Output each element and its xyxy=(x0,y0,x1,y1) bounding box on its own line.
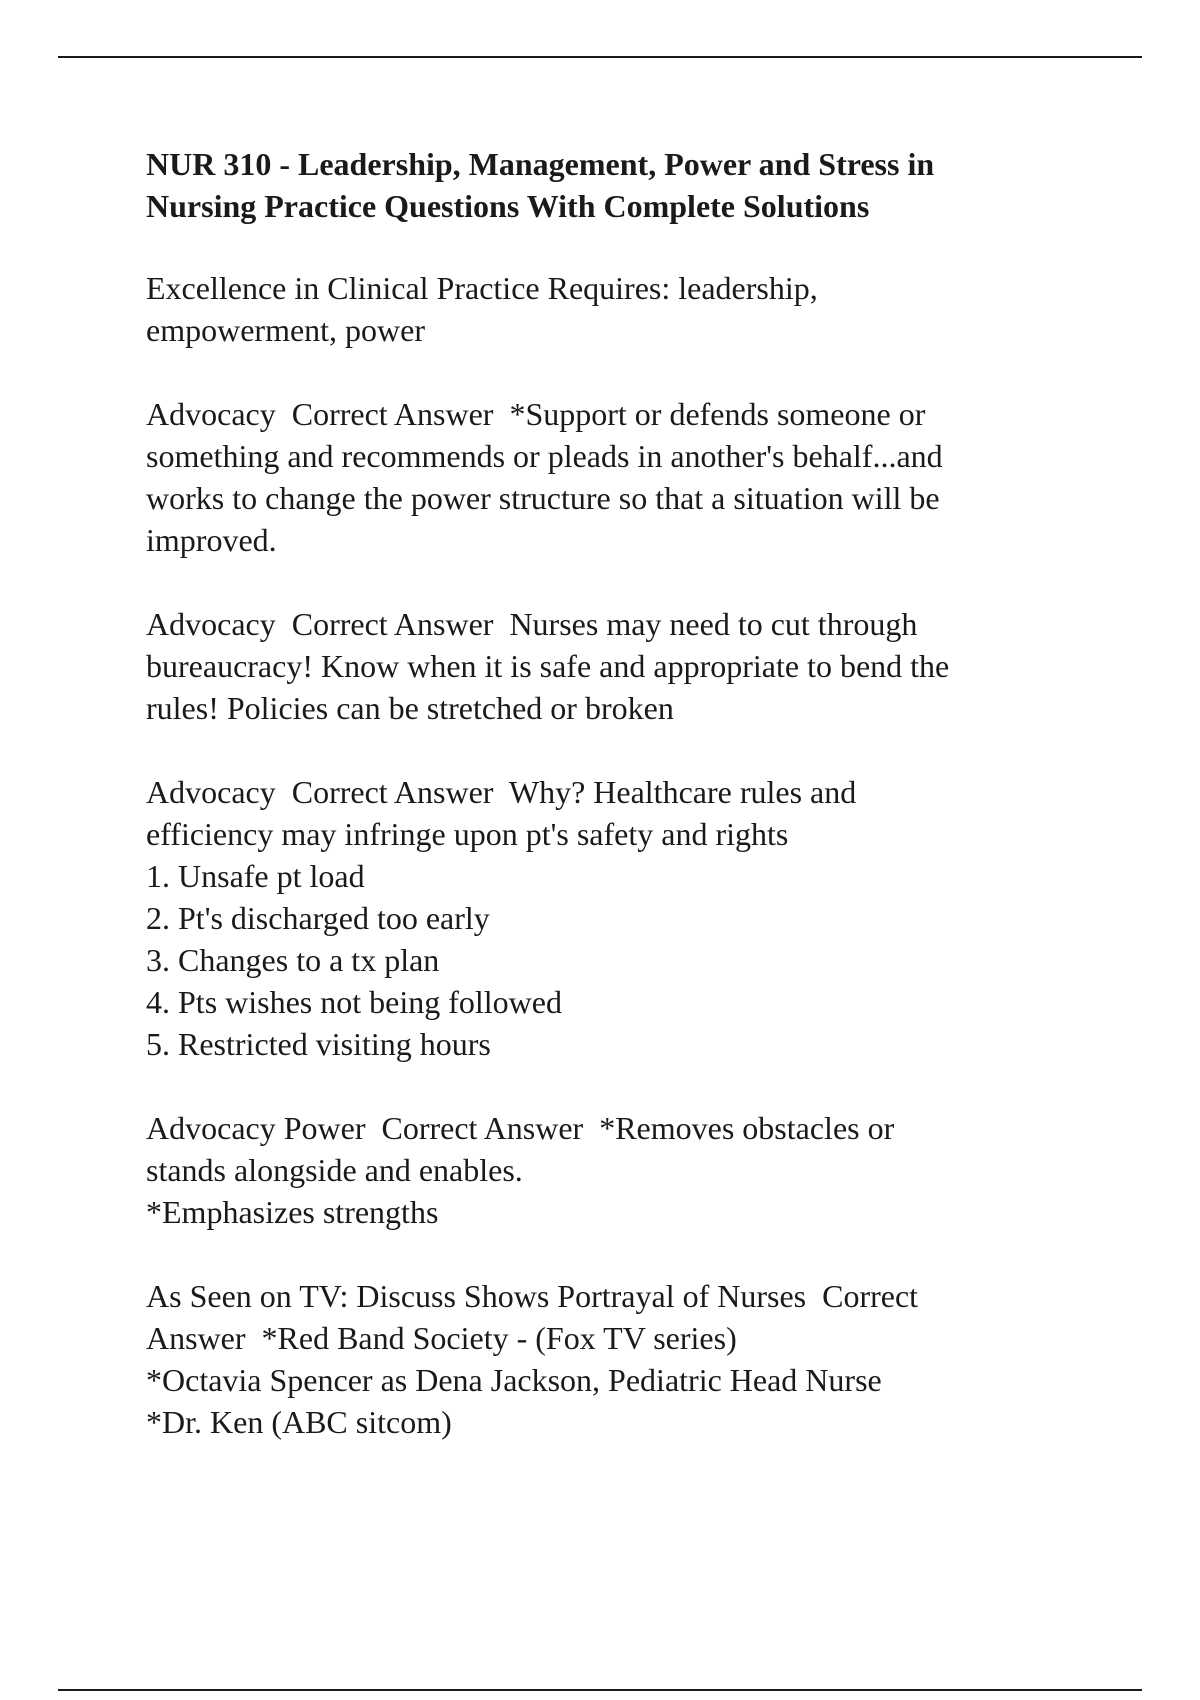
numbered-list xyxy=(146,855,1066,1065)
top-divider xyxy=(58,56,1142,58)
entry-line: Answer *Red Band Society - (Fox TV series) xyxy=(146,1320,737,1356)
entry-line: improved. xyxy=(146,522,277,558)
entry-line: Excellence in Clinical Practice Requires: leadership, xyxy=(146,270,818,306)
qa-entry xyxy=(146,393,1066,561)
entry-line: Advocacy Power Correct Answer *Removes obstacles or xyxy=(146,1110,895,1146)
list-item: 3. Changes to a tx plan xyxy=(146,942,440,978)
list-item: 2. Pt's discharged too early xyxy=(146,900,490,936)
qa-entry xyxy=(146,771,1066,1065)
document-title xyxy=(146,143,1066,227)
entry-line: *Octavia Spencer as Dena Jackson, Pediatric Head Nurse xyxy=(146,1362,882,1398)
document-body xyxy=(146,143,1066,1485)
entry-line: rules! Policies can be stretched or broken xyxy=(146,690,674,726)
list-item: 5. Restricted visiting hours xyxy=(146,1026,491,1062)
title-line: NUR 310 - Leadership, Management, Power and Stress in xyxy=(146,146,935,182)
entry-line: empowerment, power xyxy=(146,312,426,348)
entry-line: something and recommends or pleads in another's behalf...and xyxy=(146,438,943,474)
list-item: 4. Pts wishes not being followed xyxy=(146,984,562,1020)
entry-line: efficiency may infringe upon pt's safety and rights xyxy=(146,816,789,852)
entry-line: Advocacy Correct Answer *Support or defends someone or xyxy=(146,396,926,432)
qa-entry xyxy=(146,267,1066,351)
entry-line: stands alongside and enables. xyxy=(146,1152,523,1188)
entry-line: As Seen on TV: Discuss Shows Portrayal of Nurses Correct xyxy=(146,1278,919,1314)
entry-line: *Dr. Ken (ABC sitcom) xyxy=(146,1404,452,1440)
entry-line: Advocacy Correct Answer Nurses may need to cut through xyxy=(146,606,918,642)
bottom-divider xyxy=(58,1689,1142,1691)
qa-entry xyxy=(146,1275,1066,1443)
entry-line: bureaucracy! Know when it is safe and appropriate to bend the xyxy=(146,648,950,684)
qa-entry xyxy=(146,1107,1066,1233)
title-line: Nursing Practice Questions With Complete Solutions xyxy=(146,188,870,224)
entry-line: Advocacy Correct Answer Why? Healthcare rules and xyxy=(146,774,857,810)
qa-entry xyxy=(146,603,1066,729)
list-item: 1. Unsafe pt load xyxy=(146,858,365,894)
entry-line: works to change the power structure so that a situation will be xyxy=(146,480,940,516)
entry-line: *Emphasizes strengths xyxy=(146,1194,439,1230)
